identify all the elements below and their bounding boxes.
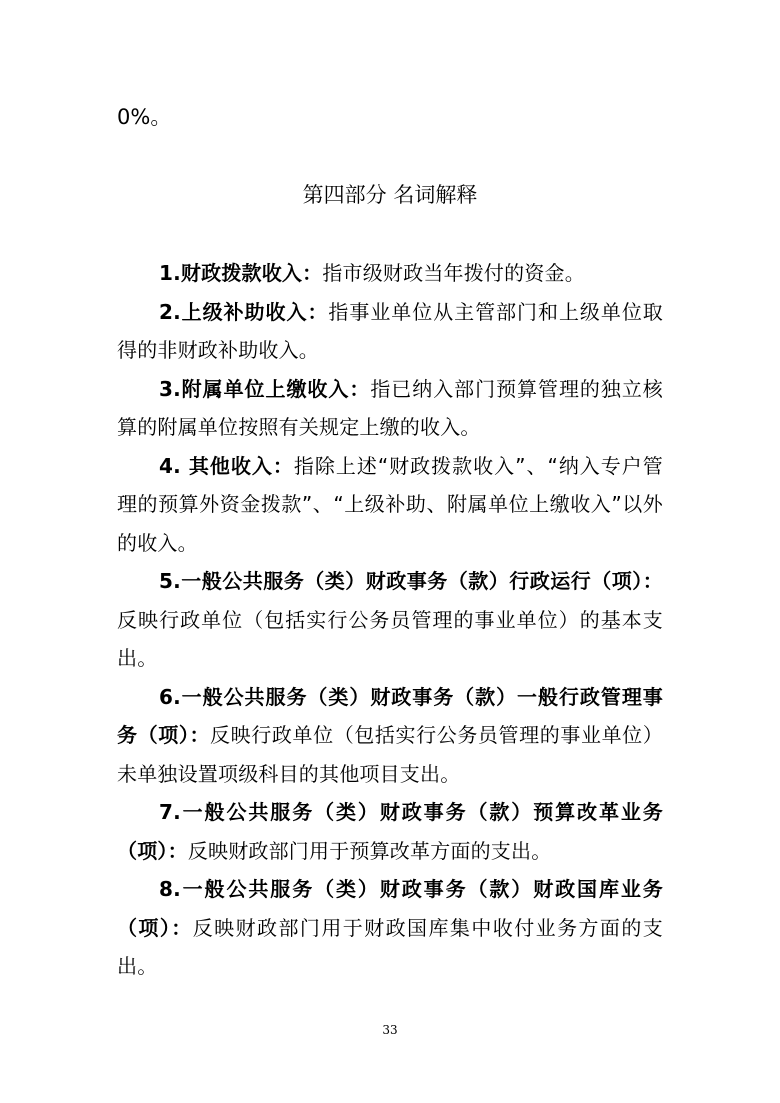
term-definition: 指除上述“财政拨款收入”、“纳入专户管理的预算外资金拨款”、“上级补助、附属单位上缴收入”以外的收入。 xyxy=(117,453,663,555)
term-label: 4. 其他收入 xyxy=(159,453,273,478)
term-definition: 指已纳入部门预算管理的独立核算的附属单位按照有关规定上缴的收入。 xyxy=(117,376,664,439)
term-definition: 反映行政单位（包括实行公务员管理的事业单位）未单独设置项级科目的其他项目支出。 xyxy=(117,723,663,786)
term-separator: ： xyxy=(189,723,211,747)
term-label: 1.财政拨款收入 xyxy=(159,261,303,285)
term-item xyxy=(117,678,663,794)
section-title: 第四部分 名词解释 xyxy=(302,183,478,207)
term-separator: ： xyxy=(642,569,663,593)
term-definition: 指事业单位从主管部门和上级单位取得的非财政补助收入。 xyxy=(117,299,663,362)
term-definition: 指市级财政当年拨付的资金。 xyxy=(322,261,585,285)
term-item xyxy=(117,562,663,678)
term-definition: 反映财政部门用于预算改革方面的支出。 xyxy=(187,838,552,863)
term-separator: ： xyxy=(302,261,323,285)
page-number: 33 xyxy=(382,1023,398,1037)
term-label: 8.一般公共服务（类）财政事务（款）财政国库业务（项） xyxy=(117,877,663,940)
term-item xyxy=(117,793,663,870)
term-item xyxy=(117,870,663,986)
term-item xyxy=(117,293,663,370)
term-definition: 反映行政单位（包括实行公务员管理的事业单位）的基本支出。 xyxy=(117,607,663,670)
term-item xyxy=(117,254,663,293)
term-separator: ： xyxy=(167,838,188,863)
term-item xyxy=(117,370,663,447)
term-item xyxy=(117,447,663,563)
term-list xyxy=(117,254,663,986)
continued-text-fragment: 0%。 xyxy=(117,105,172,129)
term-separator: ： xyxy=(349,376,371,401)
term-label: 5.一般公共服务（类）财政事务（款）行政运行（项） xyxy=(159,569,643,593)
term-separator: ： xyxy=(272,453,294,478)
term-label: 7.一般公共服务（类）财政事务（款）预算改革业务（项） xyxy=(117,800,663,863)
term-definition: 反映财政部门用于财政国库集中收付业务方面的支出。 xyxy=(117,915,663,978)
term-label: 3.附属单位上缴收入 xyxy=(159,376,350,401)
term-separator: ： xyxy=(307,299,329,324)
term-label: 2.上级补助收入 xyxy=(159,299,308,324)
term-separator: ： xyxy=(171,915,193,940)
document-page xyxy=(117,98,663,986)
term-label: 6.一般公共服务（类）财政事务（款）一般行政管理事务（项） xyxy=(117,684,663,747)
